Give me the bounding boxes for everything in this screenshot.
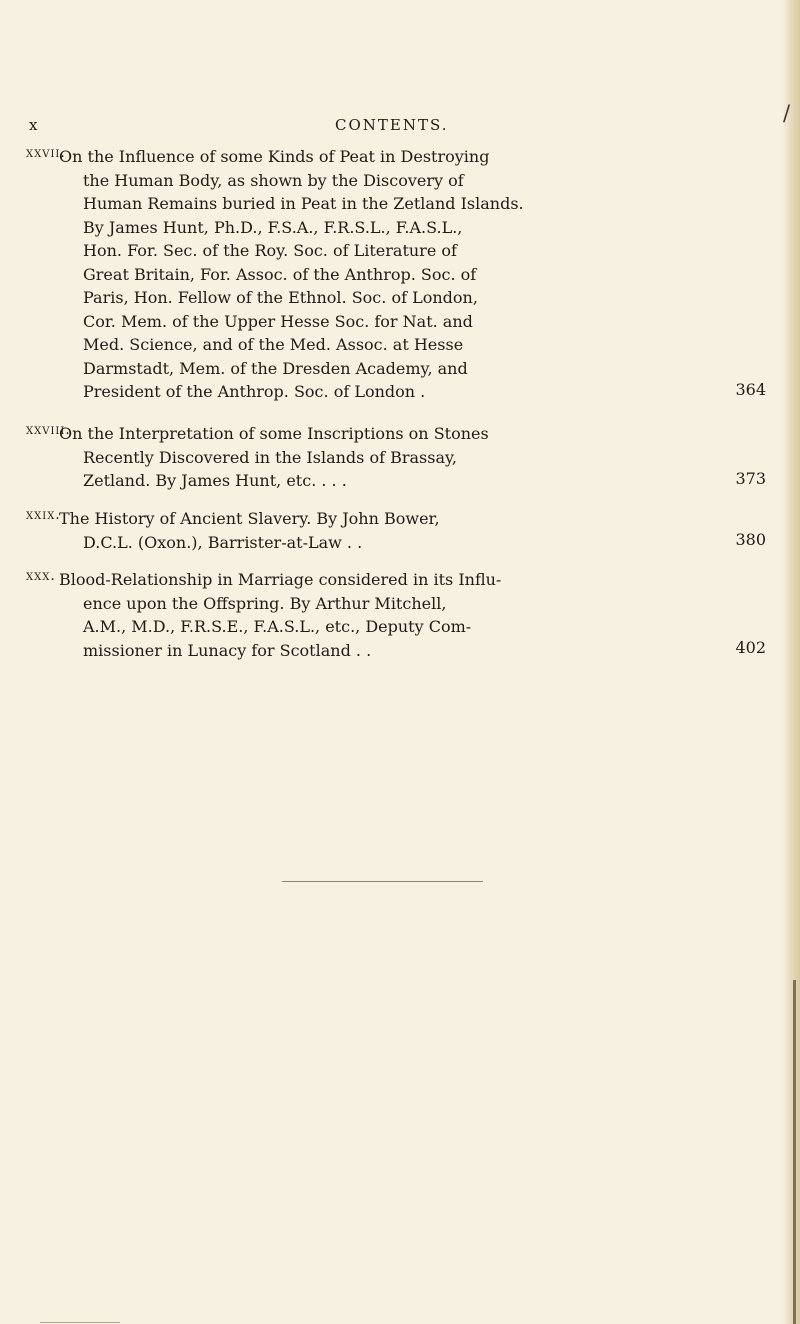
entry-text <box>59 507 709 554</box>
entry-number: xxix. <box>26 507 61 523</box>
entry-number: xxx. <box>26 568 56 584</box>
toc-entry-xxviii <box>26 422 766 496</box>
page-folio: x <box>29 116 39 134</box>
entry-line: ence upon the Offspring. By Arthur Mitchell, <box>83 593 447 613</box>
toc-entry-xxix <box>26 507 766 557</box>
entry-line: On the Interpretation of some Inscriptions on Stones <box>59 424 489 443</box>
bottom-edge-line <box>40 1322 120 1323</box>
entry-line: A.M., M.D., F.R.S.E., F.A.S.L., etc., Deputy Com- <box>83 617 472 636</box>
entry-line: Hon. For. Sec. of the Roy. Soc. of Literature of <box>83 241 457 260</box>
page-edge-shadow <box>782 0 800 1324</box>
entry-line: The History of Ancient Slavery. By John Bower, <box>59 509 440 528</box>
entry-line: Recently Discovered in the Islands of Brassay, <box>83 447 457 467</box>
running-head-title: CONTENTS. <box>335 116 449 134</box>
entry-line: Great Britain, For. Assoc. of the Anthrop. Soc. of <box>83 264 477 284</box>
entry-text <box>59 422 709 493</box>
running-head <box>0 116 800 140</box>
entry-page-number: 402 <box>735 638 766 657</box>
entry-line: D.C.L. (Oxon.), Barrister-at-Law . . <box>83 532 363 552</box>
entry-page-number: 373 <box>735 469 766 488</box>
corner-mark: / <box>783 101 791 125</box>
entry-text <box>59 568 709 662</box>
entry-line: the Human Body, as shown by the Discovery of <box>83 170 464 190</box>
entry-line: Med. Science, and of the Med. Assoc. at Hesse <box>83 335 464 354</box>
entry-line: Blood-Relationship in Marriage considered in its Influ- <box>59 570 502 589</box>
entry-line: President of the Anthrop. Soc. of London . <box>83 382 426 401</box>
entry-text <box>59 145 709 404</box>
entry-line: Darmstadt, Mem. of the Dresden Academy, and <box>83 358 468 378</box>
entry-line: Zetland. By James Hunt, etc. . . . <box>83 471 347 490</box>
entry-line: Paris, Hon. Fellow of the Ethnol. Soc. of London, <box>83 288 478 307</box>
page-edge-rule <box>793 980 796 1324</box>
toc-entry-xxx <box>26 568 766 666</box>
entry-line: Cor. Mem. of the Upper Hesse Soc. for Nat. and <box>83 311 473 331</box>
entry-line: By James Hunt, Ph.D., F.S.A., F.R.S.L., F.A.S.L., <box>83 217 463 237</box>
toc-entry-xxvii <box>26 145 766 411</box>
entry-number: xxvii. <box>26 145 66 161</box>
entry-line: On the Influence of some Kinds of Peat in Destroying <box>59 147 490 166</box>
entry-page-number: 364 <box>735 380 766 399</box>
entry-line: missioner in Lunacy for Scotland . . <box>83 640 372 660</box>
section-divider <box>282 881 483 882</box>
entry-line: Human Remains buried in Peat in the Zetland Islands. <box>83 194 524 213</box>
entry-number: xxviii. <box>26 422 71 438</box>
entry-page-number: 380 <box>735 530 766 549</box>
